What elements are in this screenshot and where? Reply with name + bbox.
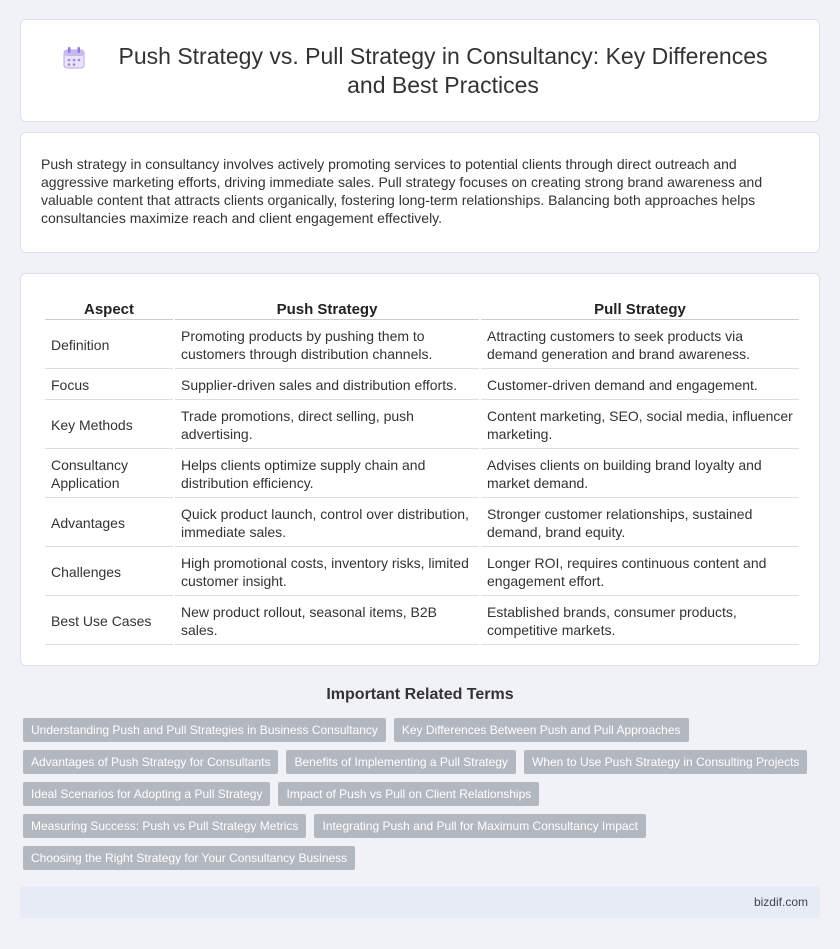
intro-card <box>20 132 820 253</box>
aspect-cell: Key Methods <box>45 402 173 449</box>
related-term-tag[interactable]: Integrating Push and Pull for Maximum Consultancy Impact <box>314 814 645 838</box>
aspect-cell: Consultancy Application <box>45 451 173 498</box>
intro-paragraph: Push strategy in consultancy involves actively promoting services to potential clients through direct outreach and aggressive marketing efforts, driving immediate sales. Pull strategy focuses on creating strong brand awareness and valuable content that attracts clients organically, fostering long-term relationships. Balancing both approaches helps consultancies maximize reach and client engagement effectively. <box>41 156 763 226</box>
aspect-cell: Definition <box>45 322 173 369</box>
header-aspect: Aspect <box>45 298 173 320</box>
pull-cell: Content marketing, SEO, social media, influencer marketing. <box>481 402 799 449</box>
aspect-cell: Focus <box>45 371 173 400</box>
related-term-tag[interactable]: Measuring Success: Push vs Pull Strategy Metrics <box>23 814 306 838</box>
related-term-tag[interactable]: Advantages of Push Strategy for Consultants <box>23 750 278 774</box>
push-cell: Quick product launch, control over distribution, immediate sales. <box>175 500 479 547</box>
related-term-tag[interactable]: Benefits of Implementing a Pull Strategy <box>286 750 515 774</box>
pull-cell: Advises clients on building brand loyalty and market demand. <box>481 451 799 498</box>
pull-cell: Stronger customer relationships, sustained demand, brand equity. <box>481 500 799 547</box>
related-terms-title: Important Related Terms <box>326 686 514 703</box>
pull-cell: Established brands, consumer products, competitive markets. <box>481 598 799 645</box>
comparison-table <box>43 296 801 647</box>
table-row <box>45 402 799 449</box>
related-term-tag[interactable]: Choosing the Right Strategy for Your Consultancy Business <box>23 846 355 870</box>
header-push-strategy: Push Strategy <box>175 298 479 320</box>
header-card <box>20 19 820 122</box>
aspect-cell: Challenges <box>45 549 173 596</box>
table-row <box>45 451 799 498</box>
calendar-icon <box>61 45 87 71</box>
header-pull-strategy: Pull Strategy <box>481 298 799 320</box>
push-cell: Promoting products by pushing them to customers through distribution channels. <box>175 322 479 369</box>
aspect-cell: Advantages <box>45 500 173 547</box>
pull-cell: Customer-driven demand and engagement. <box>481 371 799 400</box>
title-wrap <box>21 20 819 121</box>
table-row <box>45 598 799 645</box>
push-cell: Supplier-driven sales and distribution efforts. <box>175 371 479 400</box>
footer-brand-link[interactable]: bizdif.com <box>753 895 808 909</box>
related-term-tag[interactable]: Understanding Push and Pull Strategies in Business Consultancy <box>23 718 386 742</box>
push-cell: Helps clients optimize supply chain and distribution efficiency. <box>175 451 479 498</box>
table-header-row <box>45 298 799 320</box>
push-cell: Trade promotions, direct selling, push advertising. <box>175 402 479 449</box>
pull-cell: Attracting customers to seek products via demand generation and brand awareness. <box>481 322 799 369</box>
related-term-tag[interactable]: Impact of Push vs Pull on Client Relationships <box>278 782 539 806</box>
pull-cell: Longer ROI, requires continuous content and engagement effort. <box>481 549 799 596</box>
aspect-cell: Best Use Cases <box>45 598 173 645</box>
footer <box>20 886 820 918</box>
page-title: Push Strategy vs. Pull Strategy in Consultancy: Key Differences and Best Practices <box>118 42 768 98</box>
table-row <box>45 500 799 547</box>
table-row <box>45 322 799 369</box>
comparison-table-card <box>20 273 820 666</box>
related-terms-list <box>23 718 823 870</box>
table-row <box>45 549 799 596</box>
table-row <box>45 371 799 400</box>
push-cell: High promotional costs, inventory risks, limited customer insight. <box>175 549 479 596</box>
push-cell: New product rollout, seasonal items, B2B sales. <box>175 598 479 645</box>
related-term-tag[interactable]: Ideal Scenarios for Adopting a Pull Strategy <box>23 782 270 806</box>
related-term-tag[interactable]: Key Differences Between Push and Pull Approaches <box>394 718 689 742</box>
related-term-tag[interactable]: When to Use Push Strategy in Consulting Projects <box>524 750 807 774</box>
